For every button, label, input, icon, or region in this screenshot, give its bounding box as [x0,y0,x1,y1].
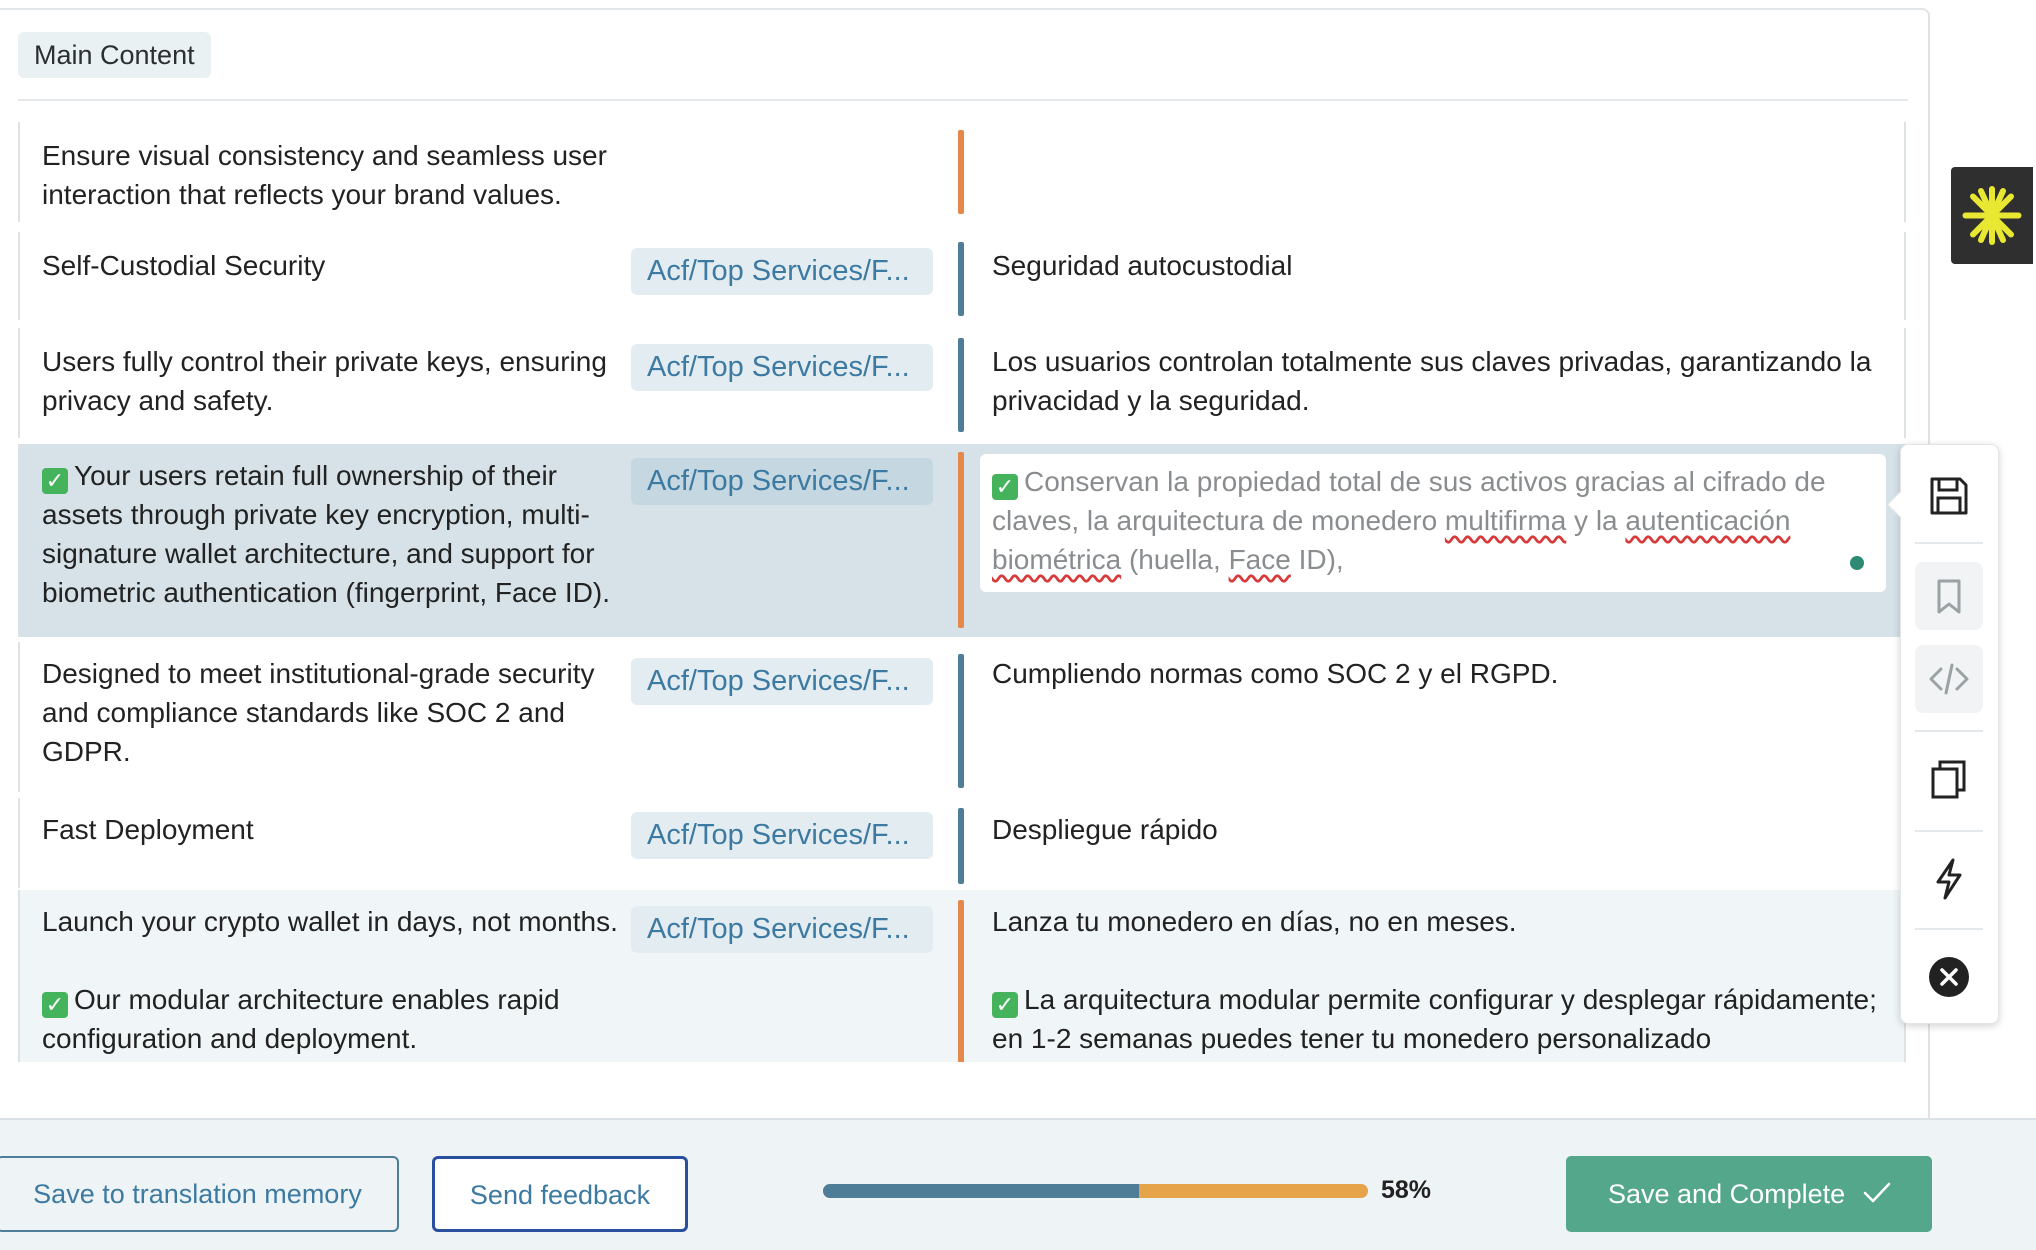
segment-source-line [42,980,637,1058]
spelling-flag[interactable]: multifirma [1444,505,1567,536]
spelling-flag[interactable]: Face [1228,544,1291,575]
segment-key-tag[interactable]: Acf/Top Services/F... [631,906,933,953]
segment-source [42,902,637,1058]
segment-status-bar [958,130,964,214]
save-icon [1927,474,1971,518]
machine-translate-button[interactable] [1915,845,1983,913]
bookmark-button[interactable] [1915,562,1983,630]
segment-toolbar [1900,444,1999,1024]
segment-key-tag[interactable]: Acf/Top Services/F... [631,658,933,705]
segment-target[interactable]: Despliegue rápido [992,814,1218,845]
save-segment-button[interactable] [1915,462,1983,530]
check-icon [1862,1181,1892,1205]
segment-source: Ensure visual consistency and seamless user interaction that reflects your brand values. [42,140,607,210]
code-view-button[interactable] [1915,645,1983,713]
segment-status-bar [958,242,964,316]
segment-status-bar [958,338,964,432]
segment-status-bar [958,808,964,884]
editor-text: ID), [1290,544,1344,575]
segment-source-text: Your users retain full ownership of their assets through private key encryption, multi-signature wallet architecture, and support for biometric authentication (fingerprint, Face ID). [42,460,611,608]
close-icon [1927,955,1971,999]
segment-key-tag[interactable]: Acf/Top Services/F... [631,248,933,295]
segment-target-line [992,980,1897,1058]
segment-row[interactable] [18,232,1906,320]
segment-row[interactable] [18,890,1906,1062]
segment-source: Designed to meet institutional-grade security and compliance standards like SOC 2 and GDPR. [42,658,595,767]
segment-target[interactable]: Los usuarios controlan totalmente sus claves privadas, garantizando la privacidad y la seguridad. [992,346,1872,416]
send-feedback-button[interactable]: Send feedback [432,1156,688,1232]
segment-row[interactable] [18,328,1906,438]
progress-fill [823,1184,1139,1198]
segment-source [42,456,637,612]
checkmark-icon: ✓ [42,468,68,494]
segment-key-tag[interactable]: Acf/Top Services/F... [631,812,933,859]
segment-row[interactable] [18,798,1906,888]
segment-source: Users fully control their private keys, ensuring privacy and safety. [42,346,607,416]
toolbar-divider [1915,928,1983,930]
section-title: Main Content [18,32,211,78]
spelling-flag[interactable]: autenticación biométrica [992,505,1791,575]
segment-row-selected[interactable] [18,444,1906,637]
segment-row[interactable] [18,642,1906,792]
segment-source: Fast Deployment [42,814,254,845]
segment-target-editor[interactable] [980,454,1886,592]
toolbar-divider [1915,830,1983,832]
segment-key-tag[interactable]: Acf/Top Services/F... [631,458,933,505]
close-editor-button[interactable] [1915,943,1983,1011]
segment-status-bar [958,654,964,788]
segment-target[interactable]: Seguridad autocustodial [992,250,1293,281]
copy-source-button[interactable] [1915,745,1983,813]
segment-key-tag[interactable]: Acf/Top Services/F... [631,344,933,391]
unsaved-indicator [1850,556,1864,570]
segment-list [18,122,1906,1062]
app-logo[interactable] [1951,167,2033,264]
copy-icon [1927,757,1971,801]
toolbar-divider [1915,542,1983,544]
segment-target[interactable] [992,902,1897,1058]
toolbar-divider [1915,730,1983,732]
segment-status-bar [958,452,964,628]
save-and-complete-label: Save and Complete [1608,1179,1846,1209]
progress-bar [823,1184,1368,1198]
bookmark-icon [1929,576,1969,616]
segment-source-line: Launch your crypto wallet in days, not months. [42,906,618,937]
segment-source: Self-Custodial Security [42,250,326,281]
segment-target-line: Lanza tu monedero en días, no en meses. [992,906,1517,937]
checkmark-icon: ✓ [42,992,68,1018]
segments-panel [0,8,1930,1122]
editor-text: Conservan la propiedad total de sus activos gracias al cifrado de claves, la arquitectura de monedero [992,466,1826,536]
save-and-complete-button[interactable] [1566,1156,1932,1232]
save-to-memory-button[interactable]: Save to translation memory [0,1156,399,1232]
checkmark-icon: ✓ [992,474,1018,500]
segment-row[interactable] [18,122,1906,222]
code-icon [1927,659,1971,699]
segment-status-bar [958,900,964,1062]
section-divider [18,99,1908,101]
progress-label: 58% [1381,1176,1432,1204]
segment-target[interactable]: Cumpliendo normas como SOC 2 y el RGPD. [992,658,1559,689]
segment-target-text: La arquitectura modular permite configurar y desplegar rápidamente; en 1-2 semanas puedes tener tu monedero personalizado [992,984,1877,1054]
segment-source-text: Our modular architecture enables rapid configuration and deployment. [42,984,560,1054]
editor-text: (huella, [1121,544,1229,575]
asterisk-logo-icon [1951,167,2033,264]
lightning-icon [1929,857,1969,901]
checkmark-icon: ✓ [992,992,1018,1018]
editor-text: y la [1566,505,1626,536]
